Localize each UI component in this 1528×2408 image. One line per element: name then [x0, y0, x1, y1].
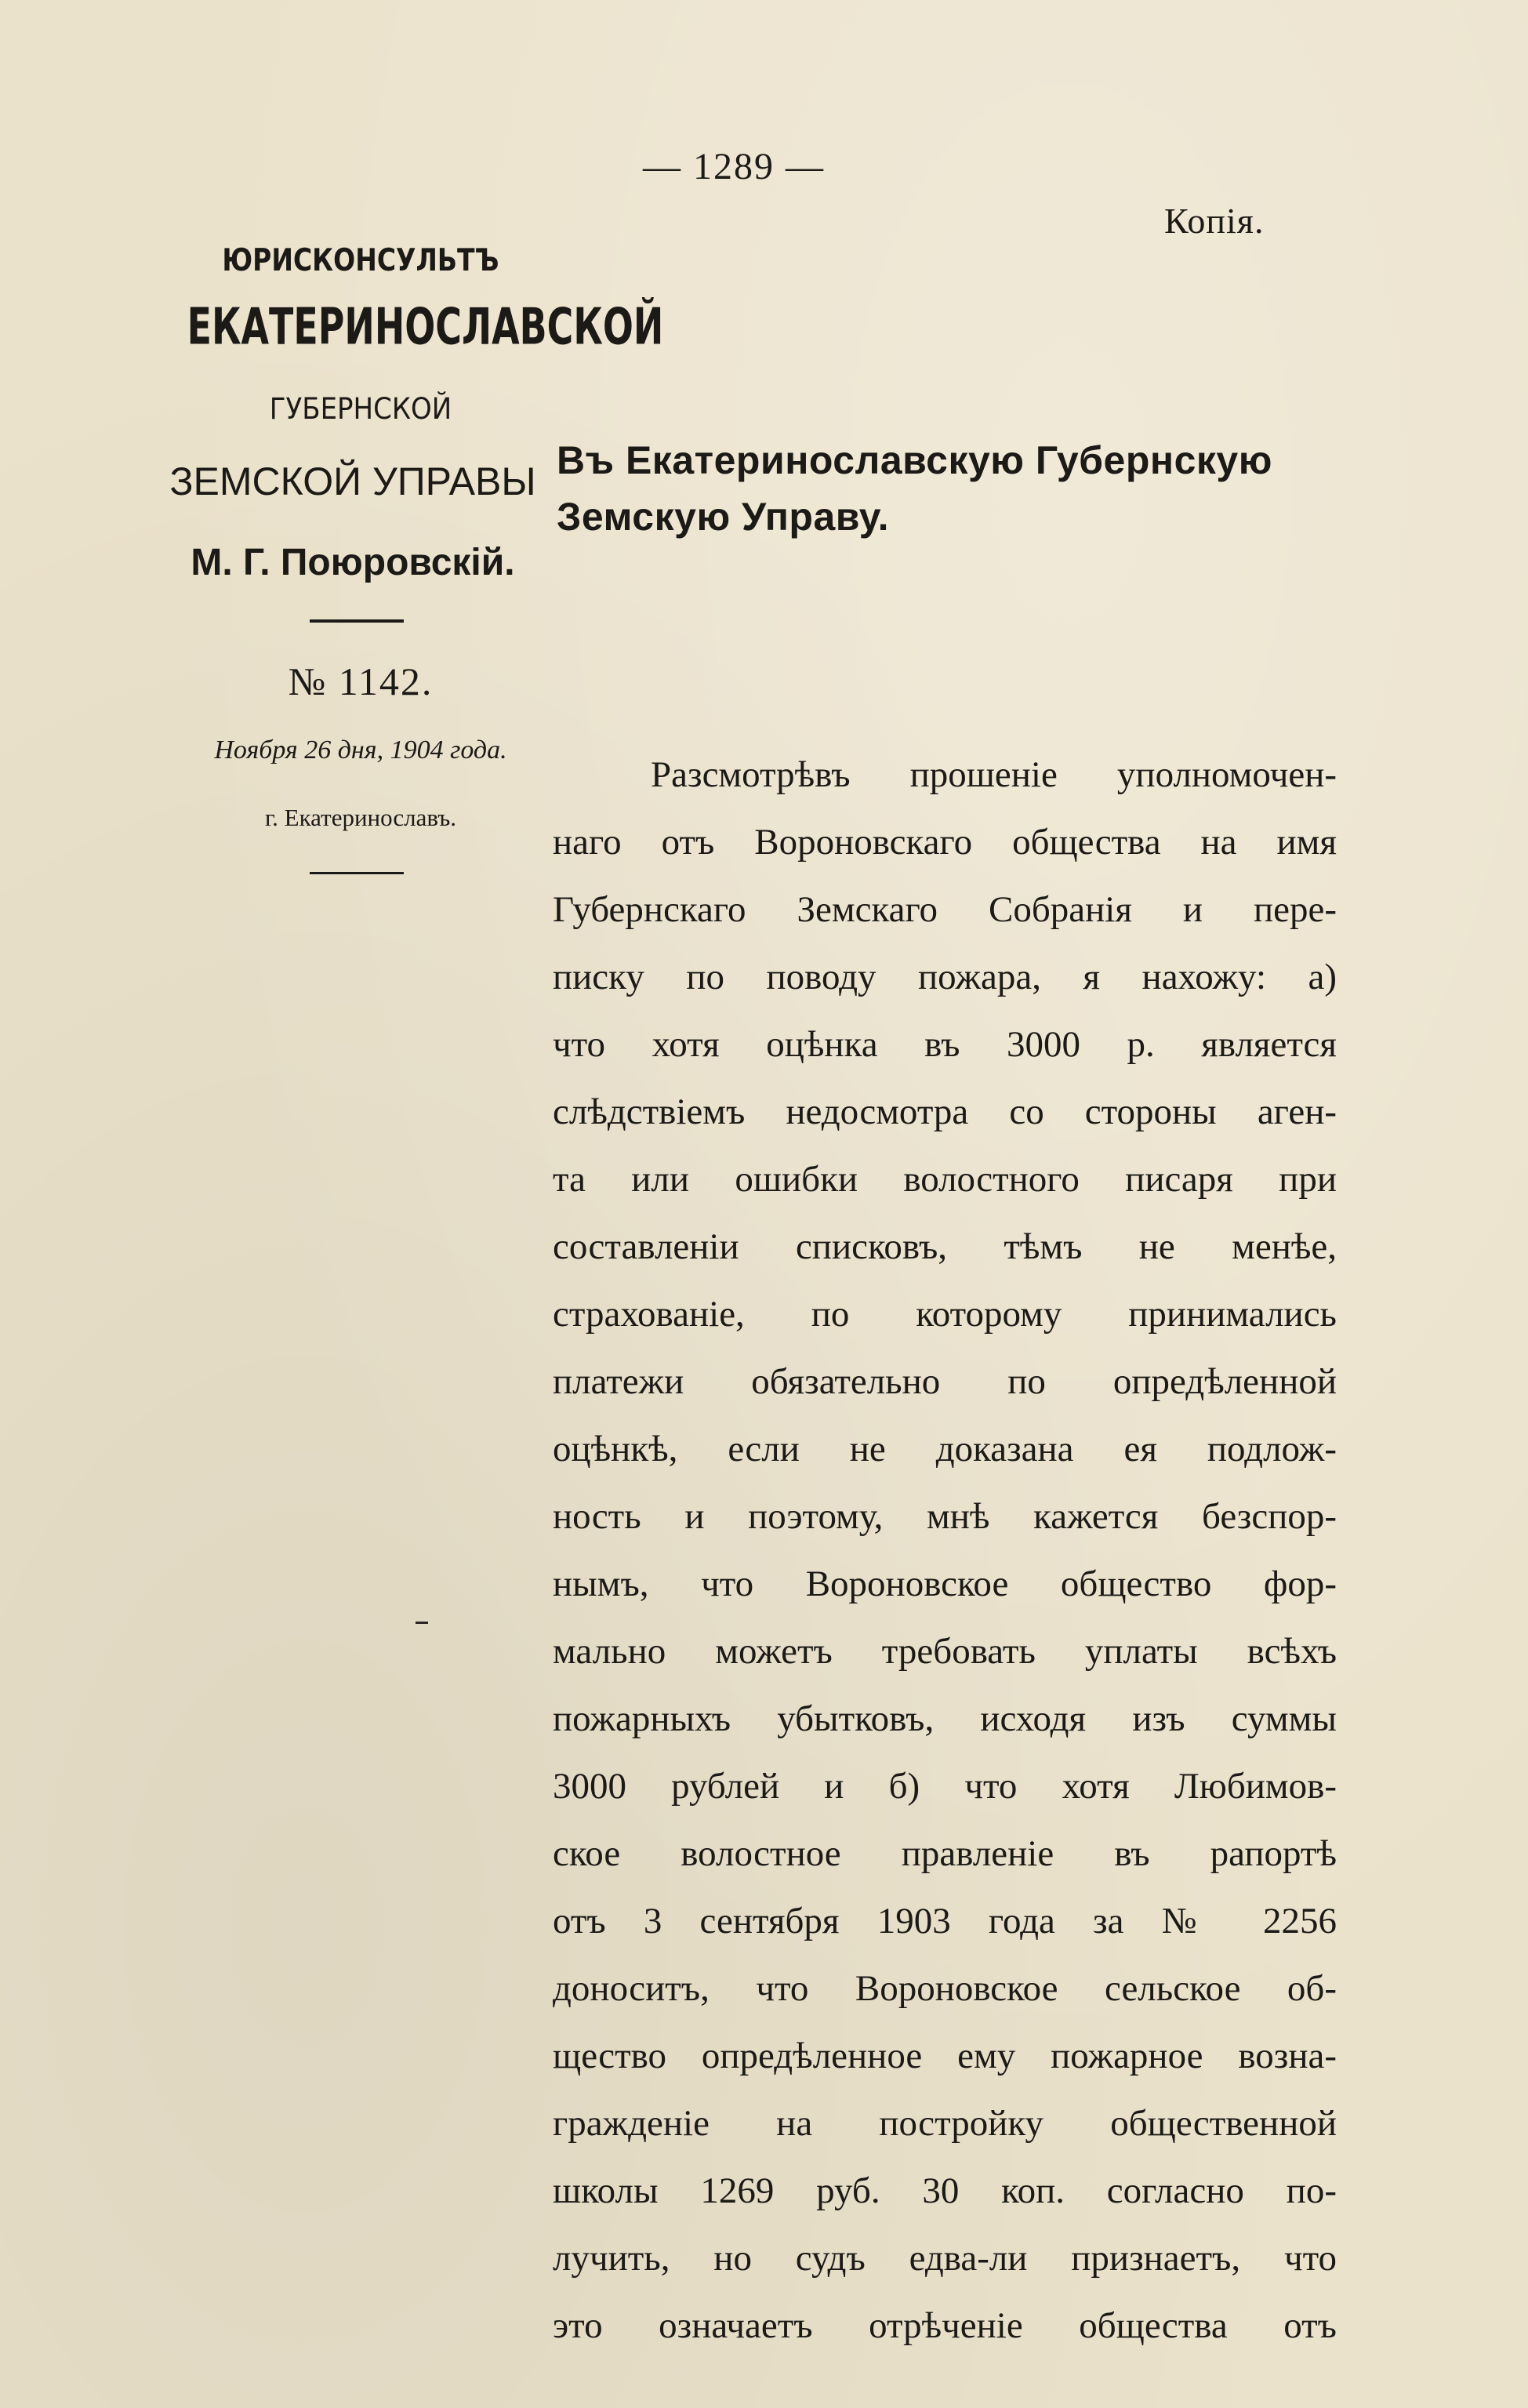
body-line: 3000 рублей и б) что хотя Любимов-	[553, 1766, 1337, 1807]
address-line: Земскую Управу.	[557, 495, 890, 539]
body-line: оцѣнкѣ, если не доказана ея подлож-	[553, 1429, 1337, 1469]
body-line: писку по поводу пожара, я нахожу: а)	[553, 957, 1337, 997]
document-city: г. Екатеринославъ.	[264, 804, 457, 831]
body-line: та или ошибки волостного писаря при	[553, 1159, 1337, 1200]
letterhead-title: ЮРИСКОНСУЛЬТЪ	[222, 242, 499, 278]
letter-body	[553, 741, 1337, 2359]
body-line: что хотя оцѣнка въ 3000 р. является	[553, 1024, 1337, 1065]
address-line: Въ Екатеринославскую Губернскую	[557, 438, 1272, 482]
body-line: доноситъ, что Вороновское сельское об-	[553, 1968, 1337, 2009]
body-line: гражденіе на постройку общественной	[553, 2103, 1337, 2144]
letterhead-divider-bottom	[310, 872, 404, 874]
body-line: пожарныхъ убытковъ, исходя изъ суммы	[553, 1698, 1337, 1739]
page-number: — 1289 —	[643, 146, 825, 187]
body-line: лучить, но судъ едва-ли признаетъ, что	[553, 2238, 1337, 2279]
body-line: ность и поэтому, мнѣ кажется безспор-	[553, 1496, 1337, 1537]
body-line: составленіи списковъ, тѣмъ не менѣе,	[553, 1226, 1337, 1267]
copy-label: Копія.	[1164, 201, 1265, 241]
body-line: Губернскаго Земскаго Собранія и пере-	[553, 889, 1337, 930]
letterhead-name: М. Г. Поюровскій.	[191, 542, 515, 583]
body-line: отъ 3 сентября 1903 года за № 2256	[553, 1901, 1337, 1941]
body-line: это означаетъ отрѣченіе общества отъ	[553, 2305, 1337, 2346]
body-line: мально можетъ требовать уплаты всѣхъ	[553, 1631, 1337, 1672]
body-line: нымъ, что Вороновское общество фор-	[553, 1564, 1337, 1604]
letterhead-divider	[310, 619, 404, 623]
letterhead-subtitle: ГУБЕРНСКОЙ	[269, 392, 452, 427]
document-number: № 1142.	[288, 659, 434, 703]
body-line: платежи обязательно по опредѣленной	[553, 1361, 1337, 1402]
letterhead-upravy: ЗЕМСКОЙ УПРАВЫ	[169, 459, 536, 503]
body-line: наго отъ Вороновскаго общества на имя	[553, 822, 1337, 863]
document-date: Ноября 26 дня, 1904 года.	[214, 735, 507, 765]
body-line: щество опредѣленное ему пожарное возна-	[553, 2036, 1337, 2076]
body-line: Разсмотрѣвъ прошеніе уполномочен-	[651, 754, 1337, 795]
body-line: слѣдствіемъ недосмотра со стороны аген-	[553, 1091, 1337, 1132]
body-line: страхованіе, по которому принимались	[553, 1294, 1337, 1335]
body-line: ское волостное правленіе въ рапортѣ	[553, 1833, 1337, 1874]
body-line: школы 1269 руб. 30 коп. согласно по-	[553, 2170, 1337, 2211]
letterhead-organization: ЕКАТЕРИНОСЛАВСКОЙ	[187, 298, 664, 357]
print-mark	[416, 1622, 428, 1624]
